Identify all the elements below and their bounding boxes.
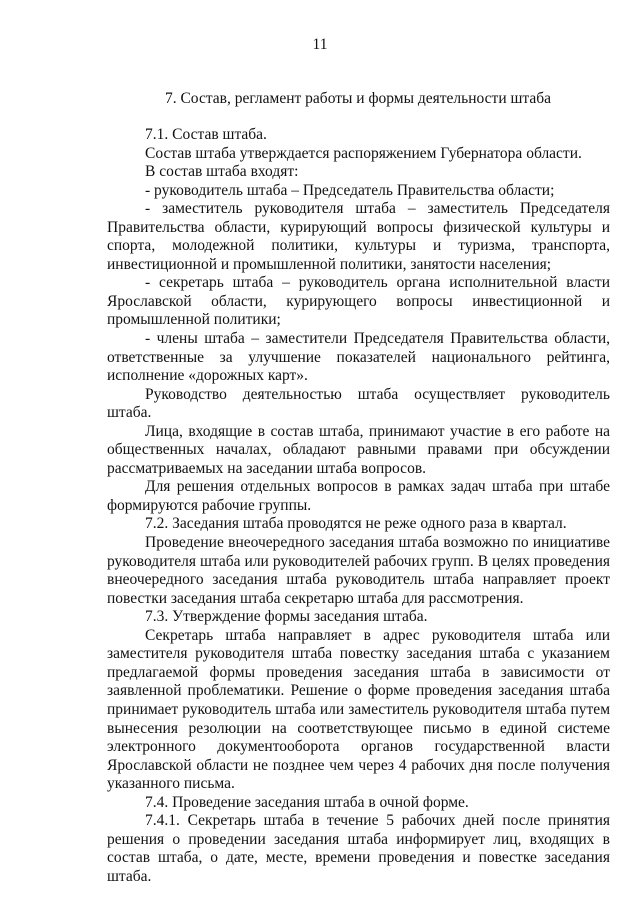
paragraph: Состав штаба утверждается распоряжением Губернатора области. bbox=[145, 144, 582, 162]
paragraph: Лица, входящие в состав штаба, принимают участие в его работе на общественных началах, обладают равными правами при обсуждении рассматриваемых на заседании штаба вопросов. bbox=[107, 422, 610, 477]
page-number: 11 bbox=[312, 36, 328, 53]
paragraph: Секретарь штаба направляет в адрес руководителя штаба или заместителя руководителя штаба повестку заседания штаба с указанием предлагаемой формы проведения заседания штаба в зависимости от заявленной проблематики. Решение о форме проведения заседания штаба принимает руководитель штаба или заместитель руководителя штаба путем вынесения резолюции на соответствующее письмо в единой системе электронного документооборота органов государственной власти Ярославской области не позднее чем через 4 рабочих дня после получения указанного письма. bbox=[107, 626, 610, 793]
paragraph: В состав штаба входят: bbox=[145, 163, 299, 181]
paragraph: Для решения отдельных вопросов в рамках задач штаба при штабе формируются рабочие группы. bbox=[107, 478, 610, 514]
list-item: - руководитель штаба – Председатель Правительства области; bbox=[145, 181, 555, 199]
subsection-heading-7-3: 7.3. Утверждение формы заседания штаба. bbox=[145, 608, 428, 626]
subsection-heading-7-4: 7.4. Проведение заседания штаба в очной форме. bbox=[145, 793, 469, 811]
list-item: - секретарь штаба – руководитель органа исполнительной власти Ярославской области, курирующего вопросы инвестиционной и промышленной политики; bbox=[107, 274, 610, 329]
list-item: - члены штаба – заместители Председателя Правительства области, ответственные за улучшение показателей национального рейтинга, исполнение «дорожных карт». bbox=[107, 330, 610, 385]
section-title: 7. Состав, регламент работы и формы деятельности штаба bbox=[164, 90, 552, 107]
document-body bbox=[107, 126, 610, 886]
subsection-heading-7-1: 7.1. Состав штаба. bbox=[145, 126, 267, 143]
list-item: - заместитель руководителя штаба – заместитель Председателя Правительства области, курирующий вопросы физической культуры и спорта, молодежной политики, культуры и туризма, транспорта, инвестиционной и промышленной политики, занятости населения; bbox=[107, 200, 610, 273]
paragraph: Проведение внеочередного заседания штаба возможно по инициативе руководителя штаба или руководителей рабочих групп. В целях проведения внеочередного заседания штаба руководитель штаба направляет проект повестки заседания штаба секретарю штаба для рассмотрения. bbox=[107, 534, 610, 607]
subsection-heading-7-2: 7.2. Заседания штаба проводятся не реже одного раза в квартал. bbox=[145, 515, 567, 533]
paragraph: Руководство деятельностью штаба осуществляет руководитель штаба. bbox=[107, 385, 610, 422]
paragraph: 7.4.1. Секретарь штаба в течение 5 рабочих дней после принятия решения о проведении заседания штаба информирует лиц, входящих в состав штаба, о дате, месте, времени проведения и повестке заседания штаба. bbox=[107, 812, 610, 885]
